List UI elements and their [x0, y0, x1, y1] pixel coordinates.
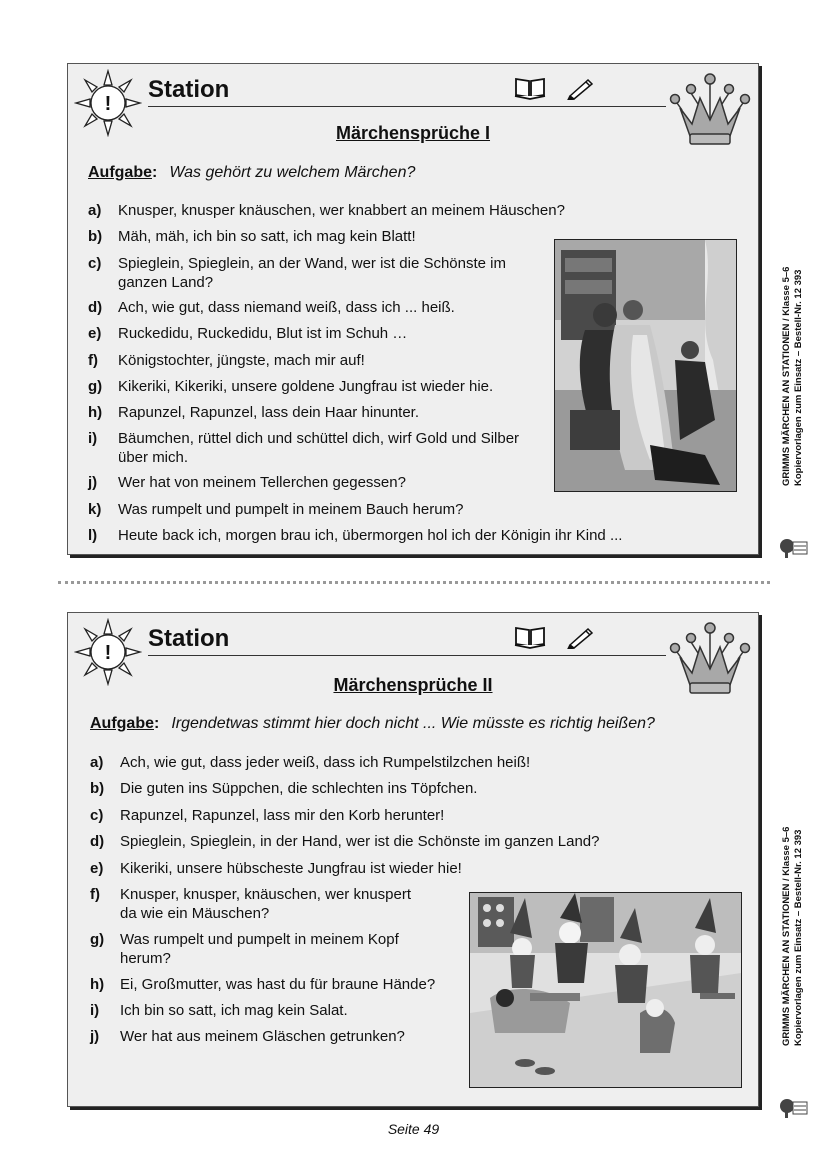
- heading-rule: [148, 655, 666, 656]
- side-line-2: Kopiervorlagen zum Einsatz – Bestell-Nr. 12 393: [793, 829, 804, 1046]
- card-title: Märchensprüche I: [335, 123, 491, 143]
- item-key: e): [90, 860, 104, 877]
- svg-text:!: !: [104, 642, 112, 664]
- item-key: j): [90, 1028, 100, 1045]
- station-heading: Station: [148, 76, 230, 103]
- cut-line: [58, 581, 770, 584]
- item-text: Ach, wie gut, dass niemand weiß, dass ich ... heiß.: [118, 299, 455, 316]
- item-text: Die guten ins Süppchen, die schlechten ins Töpfchen.: [120, 780, 478, 797]
- item-text: Rapunzel, Rapunzel, lass dein Haar hinunter.: [118, 404, 420, 421]
- item-text-continued: ganzen Land?: [118, 274, 214, 291]
- item-key: b): [88, 228, 103, 245]
- task-text: Was gehört zu welchem Märchen?: [169, 164, 416, 181]
- item-text: Was rumpelt und pumpelt in meinem Kopf: [120, 931, 399, 948]
- item-key: i): [90, 1002, 100, 1019]
- publisher-logo-icon: [779, 530, 809, 560]
- book-icon: [514, 76, 546, 100]
- list-item: [88, 254, 538, 292]
- item-text: Wer hat von meinem Tellerchen gegessen?: [118, 474, 406, 491]
- item-key: f): [88, 352, 98, 369]
- task-line: [88, 164, 415, 182]
- item-text: Spieglein, Spieglein, an der Wand, wer ist die Schönste im: [118, 255, 506, 272]
- list-item: [90, 885, 450, 923]
- list-item: [90, 930, 450, 968]
- item-text: Kikeriki, Kikeriki, unsere goldene Jungfrau ist wieder hie.: [118, 378, 494, 395]
- dwarfs-illustration: [469, 892, 742, 1088]
- publisher-logo-icon: [779, 1090, 809, 1120]
- item-key: d): [90, 833, 105, 850]
- item-text: Heute back ich, morgen brau ich, übermorgen hol ich der Königin ihr Kind ...: [118, 527, 623, 544]
- item-text: Bäumchen, rüttel dich und schüttel dich, wirf Gold und Silber: [118, 430, 520, 447]
- page-number: Seite 49: [387, 1121, 440, 1137]
- side-line-1: GRIMMS MÄRCHEN AN STATIONEN / Klasse 5–6: [781, 826, 792, 1046]
- svg-text:!: !: [104, 93, 112, 115]
- item-text-continued: über mich.: [118, 449, 189, 466]
- item-key: l): [88, 527, 98, 544]
- item-text: Ich bin so satt, ich mag kein Salat.: [120, 1002, 348, 1019]
- item-key: e): [88, 325, 102, 342]
- item-text: Ei, Großmutter, was hast du für braune Hände?: [120, 976, 436, 993]
- item-text-continued: da wie ein Mäuschen?: [120, 905, 270, 922]
- cinderella-illustration: [554, 239, 737, 492]
- pencil-icon: [566, 625, 596, 649]
- task-colon: :: [154, 715, 160, 732]
- side-series-title: [781, 827, 805, 1046]
- item-text-continued: herum?: [120, 950, 171, 967]
- item-key: d): [88, 299, 103, 316]
- station-heading: Station: [148, 625, 230, 652]
- side-line-1: GRIMMS MÄRCHEN AN STATIONEN / Klasse 5–6: [781, 266, 792, 486]
- item-key: a): [90, 754, 104, 771]
- heading-rule: [148, 106, 666, 107]
- side-series-title: [781, 267, 805, 486]
- list-item: [88, 429, 538, 467]
- item-text: Rapunzel, Rapunzel, lass mir den Korb herunter!: [120, 807, 445, 824]
- task-label: Aufgabe: [88, 164, 152, 181]
- item-key: j): [88, 474, 98, 491]
- item-key: b): [90, 780, 105, 797]
- station-card-1: [67, 63, 759, 555]
- task-line: [90, 715, 655, 733]
- task-text: Irgendetwas stimmt hier doch nicht ... Wie müsste es richtig heißen?: [171, 715, 655, 732]
- side-line-2: Kopiervorlagen zum Einsatz – Bestell-Nr. 12 393: [793, 269, 804, 486]
- side-label-1: [781, 240, 817, 540]
- item-text: Spieglein, Spieglein, in der Hand, wer ist die Schönste im ganzen Land?: [120, 833, 600, 850]
- item-text: Knusper, knusper, knäuschen, wer knuspert: [120, 886, 412, 903]
- item-key: h): [88, 404, 103, 421]
- item-key: f): [90, 886, 100, 903]
- item-text: Knusper, knusper knäuschen, wer knabbert an meinem Häuschen?: [118, 202, 565, 219]
- item-text: Ruckedidu, Ruckedidu, Blut ist im Schuh …: [118, 325, 408, 342]
- item-text: Kikeriki, unsere hübscheste Jungfrau ist wieder hie!: [120, 860, 462, 877]
- item-text: Mäh, mäh, ich bin so satt, ich mag kein Blatt!: [118, 228, 416, 245]
- item-key: c): [88, 255, 102, 272]
- item-key: k): [88, 501, 102, 518]
- book-icon: [514, 625, 546, 649]
- item-key: i): [88, 430, 98, 447]
- item-text: Königstochter, jüngste, mach mir auf!: [118, 352, 365, 369]
- task-label: Aufgabe: [90, 715, 154, 732]
- item-text: Was rumpelt und pumpelt in meinem Bauch herum?: [118, 501, 464, 518]
- item-text: Wer hat aus meinem Gläschen getrunken?: [120, 1028, 405, 1045]
- card-title: Märchensprüche II: [333, 675, 493, 695]
- item-key: h): [90, 976, 105, 993]
- task-colon: :: [152, 164, 158, 181]
- item-key: g): [90, 931, 105, 948]
- item-key: c): [90, 807, 104, 824]
- item-key: a): [88, 202, 102, 219]
- station-card-2: [67, 612, 759, 1107]
- item-key: g): [88, 378, 103, 395]
- side-label-2: [781, 800, 817, 1100]
- pencil-icon: [566, 76, 596, 100]
- item-text: Ach, wie gut, dass jeder weiß, dass ich Rumpelstilzchen heiß!: [120, 754, 531, 771]
